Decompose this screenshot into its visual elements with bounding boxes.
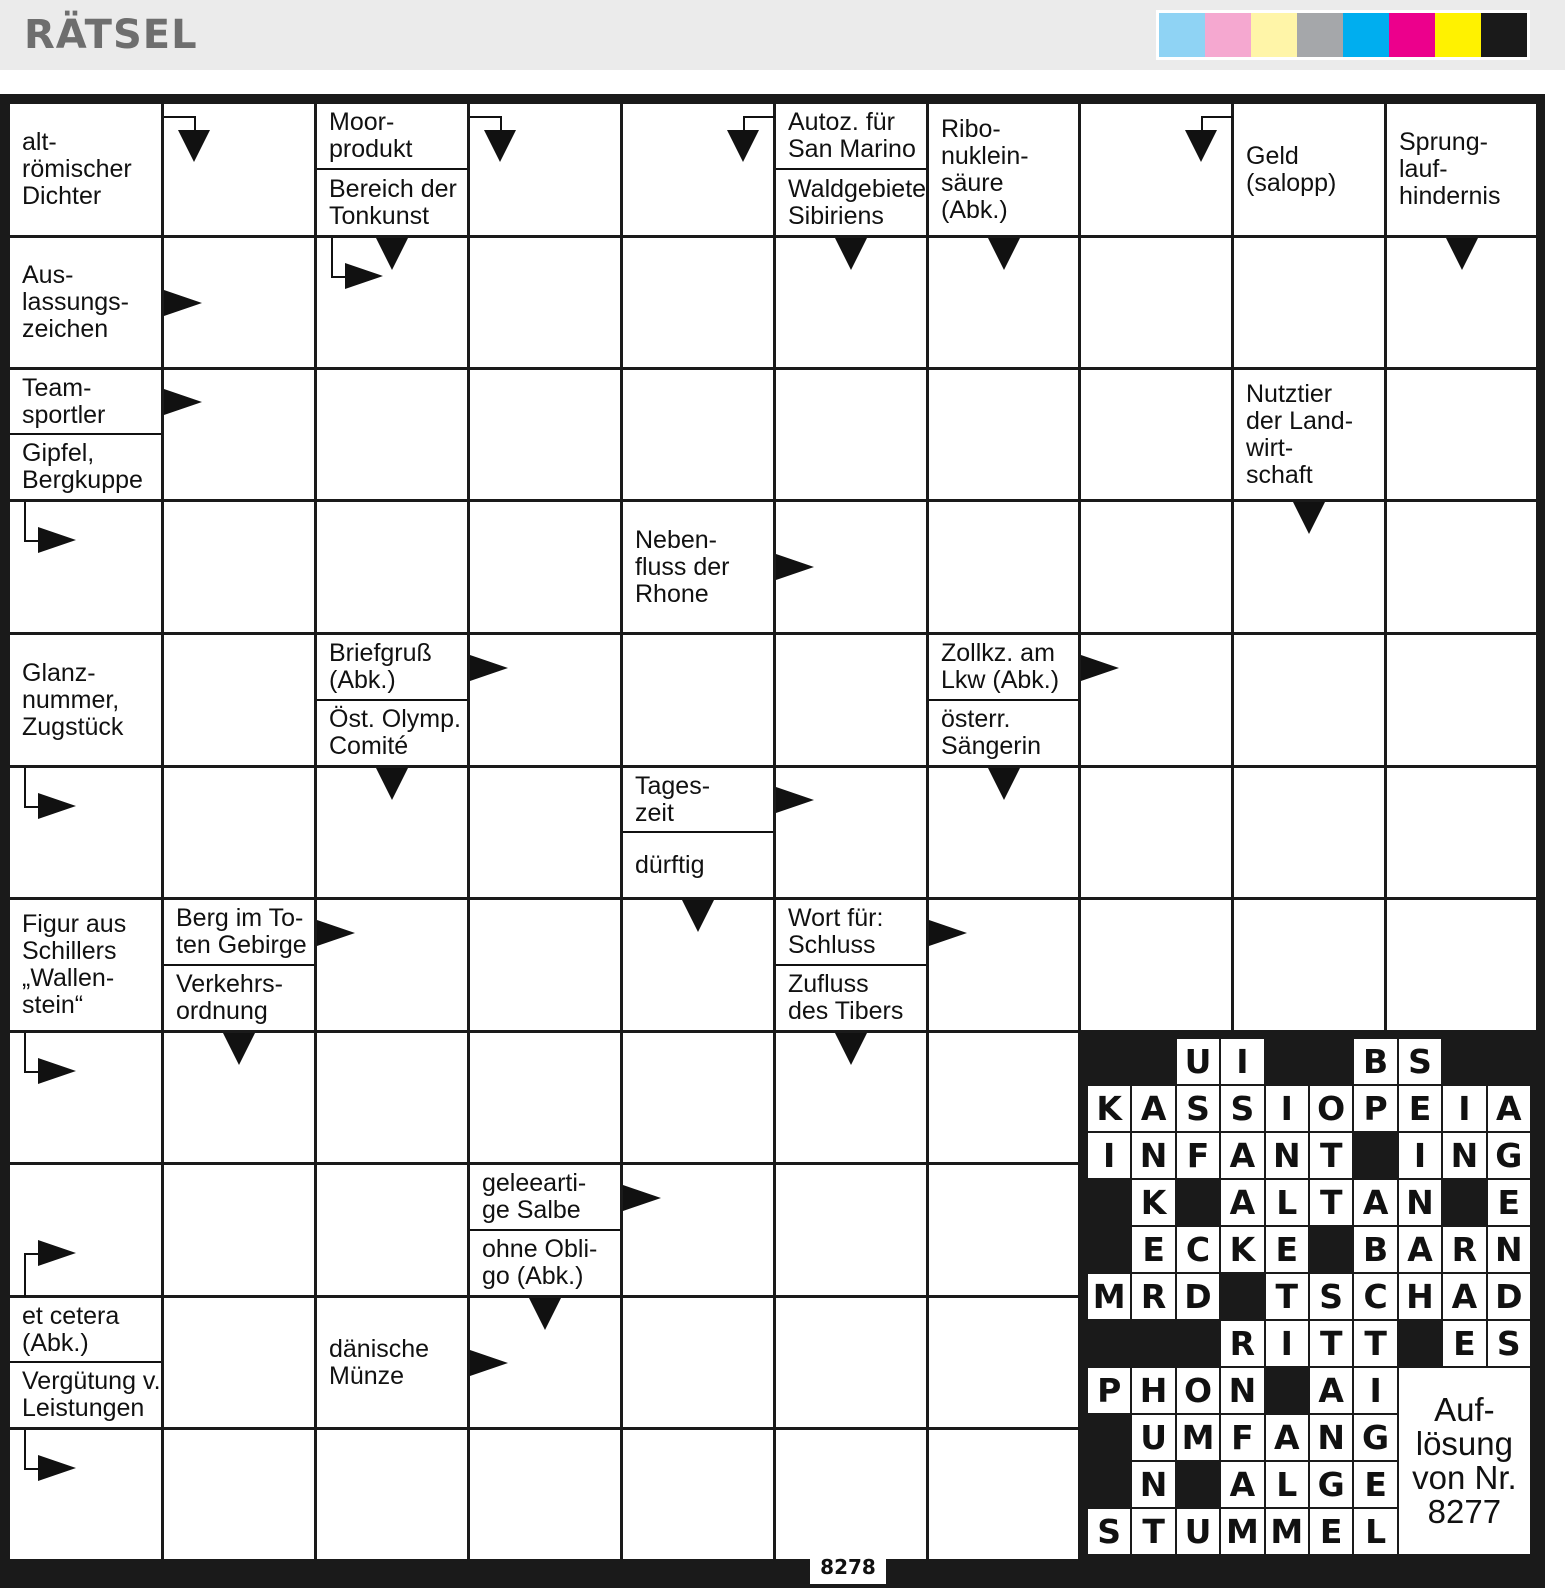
answer-cell[interactable] xyxy=(623,1298,773,1427)
solution-letter: N xyxy=(1399,1180,1441,1225)
arrow-bend-down-icon xyxy=(178,130,210,162)
answer-cell[interactable] xyxy=(623,370,773,499)
color-swatch xyxy=(1159,13,1205,57)
solution-letter: E xyxy=(1399,1086,1441,1131)
solution-letter: N xyxy=(1132,1133,1174,1178)
arrow-right-icon xyxy=(1081,655,1119,681)
answer-cell[interactable] xyxy=(929,502,1078,632)
solution-letter: T xyxy=(1310,1133,1352,1178)
solution-letter: S xyxy=(1310,1274,1352,1319)
solution-letter: F xyxy=(1221,1415,1263,1460)
solution-letter: O xyxy=(1177,1368,1219,1413)
solution-letter: A xyxy=(1399,1227,1441,1272)
color-calibration-bar xyxy=(1156,10,1530,60)
solution-letter: G xyxy=(1354,1415,1396,1460)
answer-cell[interactable] xyxy=(470,370,620,499)
page-title: RÄTSEL xyxy=(24,12,198,58)
arrow-bend-right-icon xyxy=(38,793,76,819)
solution-letter: A xyxy=(1221,1133,1263,1178)
answer-cell[interactable] xyxy=(317,370,467,499)
clue-text: Briefgruß (Abk.) xyxy=(317,635,467,699)
solution-letter: U xyxy=(1177,1039,1219,1084)
solution-letter: A xyxy=(1354,1180,1396,1225)
solution-letter: G xyxy=(1488,1133,1530,1178)
solution-letter: T xyxy=(1310,1321,1352,1366)
arrow-right-icon xyxy=(929,920,967,946)
solution-caption: Auf- lösung von Nr. 8277 xyxy=(1399,1368,1530,1554)
answer-cell[interactable] xyxy=(317,1165,467,1295)
answer-cell[interactable] xyxy=(929,1298,1078,1427)
clue-text: Zufluss des Tibers xyxy=(776,966,926,1030)
solution-letter: P xyxy=(1354,1086,1396,1131)
solution-letter: K xyxy=(1088,1086,1130,1131)
solution-letter: A xyxy=(1266,1415,1308,1460)
clue-text: Aus- lassungs- zeichen xyxy=(10,238,161,367)
solution-letter: U xyxy=(1132,1415,1174,1460)
answer-cell[interactable] xyxy=(1387,502,1536,632)
answer-cell[interactable] xyxy=(1234,900,1384,1030)
answer-cell[interactable] xyxy=(164,502,314,632)
color-swatch xyxy=(1389,13,1435,57)
arrow-bend-right-icon xyxy=(38,527,76,553)
arrow-down-icon xyxy=(682,900,714,932)
solution-letter: A xyxy=(1132,1086,1174,1131)
answer-cell[interactable] xyxy=(164,1430,314,1559)
solution-letter: N xyxy=(1443,1133,1485,1178)
answer-cell[interactable] xyxy=(1234,238,1384,367)
color-swatch xyxy=(1205,13,1251,57)
clue-text: ohne Obli- go (Abk.) xyxy=(470,1231,620,1295)
answer-cell[interactable] xyxy=(1234,768,1384,897)
answer-cell[interactable] xyxy=(470,238,620,367)
answer-cell[interactable] xyxy=(1387,370,1536,499)
answer-cell[interactable] xyxy=(776,1298,926,1427)
clue-text: Berg im To- ten Gebirge xyxy=(164,900,314,964)
solution-letter: B xyxy=(1354,1039,1396,1084)
solution-letter: E xyxy=(1488,1180,1530,1225)
clue-text: österr. Sängerin xyxy=(929,701,1078,765)
answer-cell[interactable] xyxy=(1081,900,1231,1030)
solution-letter: C xyxy=(1177,1227,1219,1272)
answer-cell[interactable] xyxy=(1081,238,1231,367)
answer-cell[interactable] xyxy=(623,238,773,367)
color-swatch xyxy=(1435,13,1481,57)
arrow-bend-right-icon xyxy=(38,1240,76,1266)
answer-cell[interactable] xyxy=(164,1165,314,1295)
solution-letter: N xyxy=(1221,1368,1263,1413)
solution-letter: M xyxy=(1266,1509,1308,1554)
arrow-right-icon xyxy=(164,389,202,415)
solution-letter: M xyxy=(1221,1509,1263,1554)
solution-letter: R xyxy=(1221,1321,1263,1366)
arrow-down-icon xyxy=(376,768,408,800)
answer-cell[interactable] xyxy=(470,768,620,897)
solution-letter: L xyxy=(1354,1509,1396,1554)
answer-cell[interactable] xyxy=(1387,900,1536,1030)
solution-letter: H xyxy=(1399,1274,1441,1319)
clue-text: Öst. Olymp. Comité xyxy=(317,701,467,765)
answer-cell[interactable] xyxy=(470,1430,620,1559)
clue-text: Neben- fluss der Rhone xyxy=(623,502,773,632)
answer-cell[interactable] xyxy=(317,1430,467,1559)
solution-letter: D xyxy=(1177,1274,1219,1319)
solution-letter: A xyxy=(1221,1180,1263,1225)
solution-letter: I xyxy=(1221,1039,1263,1084)
answer-cell[interactable] xyxy=(1234,635,1384,765)
answer-cell[interactable] xyxy=(623,1430,773,1559)
answer-cell[interactable] xyxy=(470,502,620,632)
clue-text: Figur aus Schillers „Wallen- stein“ xyxy=(10,900,161,1030)
solution-letter: I xyxy=(1354,1368,1396,1413)
answer-cell[interactable] xyxy=(470,900,620,1030)
answer-cell[interactable] xyxy=(1081,502,1231,632)
arrow-right-icon xyxy=(776,787,814,813)
answer-cell[interactable] xyxy=(776,1165,926,1295)
solution-letter: K xyxy=(1132,1180,1174,1225)
answer-cell[interactable] xyxy=(1387,768,1536,897)
solution-letter: K xyxy=(1221,1227,1263,1272)
solution-letter: P xyxy=(1088,1368,1130,1413)
answer-cell[interactable] xyxy=(317,1033,467,1162)
arrow-bend-down-icon xyxy=(484,130,516,162)
solution-letter: H xyxy=(1132,1368,1174,1413)
color-swatch xyxy=(1297,13,1343,57)
color-swatch xyxy=(1251,13,1297,57)
solution-letter: R xyxy=(1132,1274,1174,1319)
clue-text: Waldgebiete Sibiriens xyxy=(776,170,926,235)
clue-text: alt- römischer Dichter xyxy=(10,104,161,235)
solution-letter: E xyxy=(1132,1227,1174,1272)
solution-letter: A xyxy=(1443,1274,1485,1319)
solution-letter: S xyxy=(1088,1509,1130,1554)
arrow-down-icon xyxy=(988,238,1020,270)
solution-letter: S xyxy=(1399,1039,1441,1084)
clue-text: dürftig xyxy=(623,833,773,897)
solution-letter: I xyxy=(1266,1086,1308,1131)
solution-letter: S xyxy=(1488,1321,1530,1366)
clue-text: Glanz- nummer, Zugstück xyxy=(10,635,161,765)
clue-text: dänische Münze xyxy=(317,1298,467,1427)
solution-letter: A xyxy=(1488,1086,1530,1131)
arrow-bend-right-icon xyxy=(38,1455,76,1481)
color-swatch xyxy=(1481,13,1527,57)
answer-cell[interactable] xyxy=(776,1430,926,1559)
solution-letter: A xyxy=(1221,1462,1263,1507)
clue-text: Sprung- lauf- hindernis xyxy=(1387,104,1536,235)
solution-letter: F xyxy=(1177,1133,1219,1178)
arrow-down-icon xyxy=(1293,502,1325,534)
answer-cell[interactable] xyxy=(164,1298,314,1427)
answer-cell[interactable] xyxy=(164,635,314,765)
arrow-down-icon xyxy=(835,1033,867,1065)
arrow-right-icon xyxy=(776,554,814,580)
header-bar xyxy=(0,0,1565,70)
answer-cell[interactable] xyxy=(929,1430,1078,1559)
answer-cell[interactable] xyxy=(164,768,314,897)
arrow-down-icon xyxy=(223,1033,255,1065)
solution-letter: N xyxy=(1132,1462,1174,1507)
answer-cell[interactable] xyxy=(317,502,467,632)
solution-letter: L xyxy=(1266,1180,1308,1225)
clue-text: Geld (salopp) xyxy=(1234,104,1384,235)
solution-letter: O xyxy=(1310,1086,1352,1131)
solution-letter: I xyxy=(1266,1321,1308,1366)
clue-text: Nutztier der Land- wirt- schaft xyxy=(1234,370,1384,499)
solution-letter: E xyxy=(1266,1227,1308,1272)
clue-text: Ribo- nuklein- säure (Abk.) xyxy=(929,104,1078,235)
color-swatch xyxy=(1343,13,1389,57)
solution-letter: D xyxy=(1488,1274,1530,1319)
clue-text: Vergütung v. Leistungen xyxy=(10,1363,161,1427)
solution-letter: G xyxy=(1310,1462,1352,1507)
clue-text: Verkehrs- ordnung xyxy=(164,966,314,1030)
arrow-down-icon xyxy=(988,768,1020,800)
answer-cell[interactable] xyxy=(1081,370,1231,499)
clue-text: Zollkz. am Lkw (Abk.) xyxy=(929,635,1078,699)
clue-text: geleearti- ge Salbe xyxy=(470,1165,620,1229)
arrow-bend-right-icon xyxy=(38,1058,76,1084)
arrow-down-icon xyxy=(376,238,408,270)
solution-letter: M xyxy=(1088,1274,1130,1319)
clue-text: Gipfel, Bergkuppe xyxy=(10,435,161,499)
solution-letter: I xyxy=(1399,1133,1441,1178)
solution-letter: I xyxy=(1443,1086,1485,1131)
answer-cell[interactable] xyxy=(623,1033,773,1162)
solution-letter: I xyxy=(1088,1133,1130,1178)
clue-text: Wort für: Schluss xyxy=(776,900,926,964)
clue-text: Team- sportler xyxy=(10,370,161,433)
solution-letter: C xyxy=(1354,1274,1396,1319)
solution-letter: N xyxy=(1266,1133,1308,1178)
puzzle-number: 8278 xyxy=(810,1550,886,1584)
arrow-right-icon xyxy=(470,655,508,681)
solution-letter: A xyxy=(1310,1368,1352,1413)
arrow-down-icon xyxy=(835,238,867,270)
clue-text: Tages- zeit xyxy=(623,768,773,831)
arrow-bend-down-icon xyxy=(1185,130,1217,162)
answer-cell[interactable] xyxy=(776,370,926,499)
solution-letter: S xyxy=(1221,1086,1263,1131)
solution-letter: T xyxy=(1354,1321,1396,1366)
answer-cell[interactable] xyxy=(776,635,926,765)
arrow-right-icon xyxy=(317,920,355,946)
arrow-right-icon xyxy=(164,290,202,316)
clue-text: Bereich der Tonkunst xyxy=(317,170,467,235)
answer-cell[interactable] xyxy=(1387,635,1536,765)
solution-letter: E xyxy=(1354,1462,1396,1507)
solution-letter: T xyxy=(1310,1180,1352,1225)
answer-cell[interactable] xyxy=(1081,768,1231,897)
solution-letter: M xyxy=(1177,1415,1219,1460)
arrow-right-icon xyxy=(470,1350,508,1376)
clue-text: et cetera (Abk.) xyxy=(10,1298,161,1361)
arrow-down-icon xyxy=(529,1298,561,1330)
answer-cell[interactable] xyxy=(929,370,1078,499)
answer-cell[interactable] xyxy=(623,635,773,765)
solution-letter: B xyxy=(1354,1227,1396,1272)
arrow-right-icon xyxy=(623,1185,661,1211)
solution-letter: S xyxy=(1177,1086,1219,1131)
solution-letter: N xyxy=(1310,1415,1352,1460)
arrow-down-icon xyxy=(1446,238,1478,270)
clue-text: Moor- produkt xyxy=(317,104,467,168)
answer-cell[interactable] xyxy=(470,1033,620,1162)
answer-cell[interactable] xyxy=(929,1033,1078,1162)
solution-letter: R xyxy=(1443,1227,1485,1272)
arrow-bend-down-icon xyxy=(727,130,759,162)
solution-letter: N xyxy=(1488,1227,1530,1272)
solution-letter: T xyxy=(1266,1274,1308,1319)
solution-letter: T xyxy=(1132,1509,1174,1554)
solution-letter: E xyxy=(1443,1321,1485,1366)
answer-cell[interactable] xyxy=(929,1165,1078,1295)
clue-text: Autoz. für San Marino xyxy=(776,104,926,168)
solution-letter: L xyxy=(1266,1462,1308,1507)
solution-letter: E xyxy=(1310,1509,1352,1554)
solution-letter: U xyxy=(1177,1509,1219,1554)
